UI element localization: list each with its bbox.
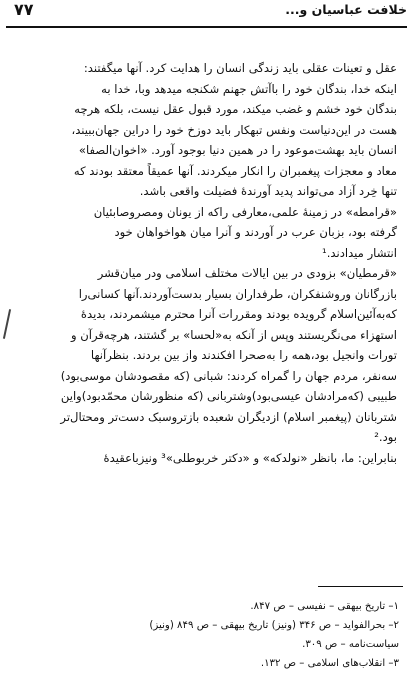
body-text: [12, 58, 397, 468]
text-line: انتشار میدادند.¹: [322, 245, 397, 260]
page-number: ۷۷: [14, 0, 34, 19]
footnote-line: سیاست‌نامه – ص ۳۰۹.: [302, 639, 399, 650]
text-line: «قرمطیان» بزودی در بین ایالات مختلف اسلامی ودر میان‌قشر: [97, 266, 397, 280]
text-line: بنابراین: ما، بانظر «نولدکه» و «دکتر خربوطلی»³ ونیزباعقیدهٔ: [103, 450, 397, 465]
footnote-separator: [318, 586, 403, 587]
text-line: استهزاء می‌نگریستند وپس از آنکه به«لحسا» بر گشتند، هرچه‌قرآن و: [70, 327, 397, 342]
text-line: شتربانان (پیغمبر اسلام) ازدیگران شعبده بازتروسبک دست‌تر ومحتال‌تر: [60, 409, 397, 424]
text-line: بندگان خود خشم و غضب میکند، مورد قبول عقل نیست، بلکه هرچه: [74, 102, 397, 116]
text-line: که‌به‌آئین‌اسلام گرویده بودند ومقررات آنرا محترم میشمردند، بدیدهٔ: [80, 307, 397, 321]
footnote-line: ۳– انقلاب‌های اسلامی – ص ۱۳۲.: [260, 658, 399, 669]
text-line: عقل و تعینات عقلی باید زندگی انسان را هدایت کرد. آنها میگفتند:: [83, 61, 397, 75]
header-divider: [6, 26, 407, 28]
text-line: معاد و معجزات پیغمبران را انکار میکردند. آنها عمیقاً معتقد بودند که: [73, 163, 397, 178]
text-line: انسان باید بهشت‌موعود را در همین دنیا بوجود آورد. «اخوان‌الصفا»: [78, 143, 397, 157]
text-line: سه‌نفر، مردم جهان را گمراه کردند: شبانی (که مقصودشان موسی‌بود): [60, 368, 397, 383]
text-line: اینکه خدا، بندگان خود را باآتش جهنم شکنجه میدهد وبا، خدا به: [101, 81, 397, 96]
running-title: خلافت عباسیان و...: [285, 2, 407, 17]
text-line: بازرگانان وروشنفکران، طرفداران بسیار بدست‌آوردند.آنها کسانی‌را: [78, 286, 397, 301]
text-line: گرفته بود، بزبان عرب در آوردند و آنرا میان هواخواهان خود: [114, 225, 397, 239]
footnotes: [12, 597, 399, 673]
text-line: «قرامطه» در زمینهٔ علمی،معارفی راکه از یونان ومصروصابئیان: [93, 204, 397, 219]
footnote-line: ۱– تاریخ بیهقی – نفیسی – ص ۸۴۷.: [250, 601, 399, 612]
text-line: بود.²: [374, 430, 397, 444]
text-line: تنها خِرد آزاد می‌تواند پدید آورندهٔ فضیلت واقعی باشد.: [139, 184, 397, 198]
margin-pen-mark: [3, 309, 11, 339]
footnote-line: ۲– بحرالفواید – ص ۳۴۶ (ونیز) تاریخ بیهقی – ص ۸۴۹ (ونیز): [149, 620, 399, 631]
text-line: هست در این‌دنیاست ونفس تبهکار باید دوزخ خود را دراین جهان‌ببیند،: [71, 122, 397, 137]
text-line: تورات وانجیل بود،همه را به‌صحرا افکندند واز بین بردند. بنظر‌آنها: [90, 348, 397, 362]
page-header: [6, 2, 407, 24]
text-line: طبیبی (که‌مرادشان عیسی‌بود)وشتربانی (که منظورشان محمّدبود)واین: [60, 389, 397, 403]
